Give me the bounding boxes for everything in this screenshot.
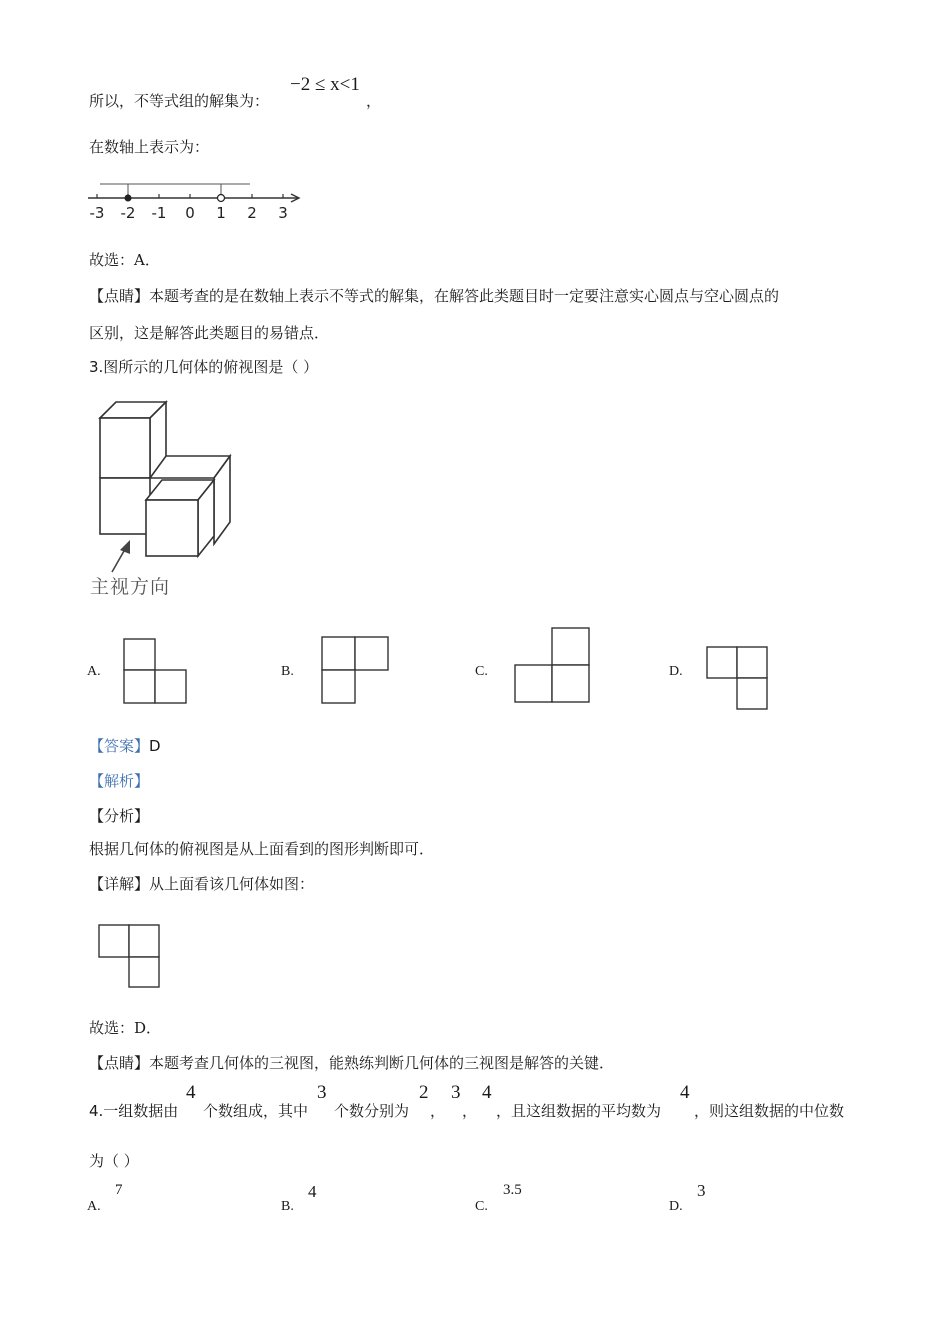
question-3-title: 3.图所示的几何体的俯视图是（ ） (89, 358, 319, 376)
tick-label: -1 (151, 204, 167, 222)
option-c-label[interactable]: C. (475, 664, 488, 679)
q4-option-d-value[interactable]: 3 (697, 1181, 706, 1200)
q4-option-a-label[interactable]: A. (87, 1199, 101, 1214)
solution-set-label: 所以，不等式组的解集为： (89, 92, 270, 110)
option-d-figure[interactable] (707, 647, 777, 717)
answer-value: D (149, 737, 161, 755)
q4-option-b-label[interactable]: B. (281, 1199, 294, 1214)
question-4-text: ，且这组数据的平均数为 (496, 1102, 662, 1120)
tick-label: 2 (247, 204, 257, 222)
solution-set-comma: ， (366, 92, 382, 110)
conclusion-2: 故选：D． (89, 1019, 162, 1037)
detail-text: 【详解】从上面看该几何体如图： (89, 875, 315, 893)
answer-tag: 【答案】 (89, 737, 150, 755)
tick-label: -3 (89, 204, 105, 222)
question-4-text: ，则这组数据的中位数 (694, 1102, 845, 1120)
solution-set-math: −2 ≤ x<1 (290, 74, 360, 95)
answer-line (89, 735, 161, 756)
question-4-text: 4.一组数据由 (89, 1102, 179, 1120)
tick-label: 1 (216, 204, 226, 222)
number-line-intro: 在数轴上表示为： (89, 138, 210, 156)
solid-figure (90, 396, 250, 596)
q4-option-c-label[interactable]: C. (475, 1199, 488, 1214)
remark-1-line-a: 【点睛】本题考查的是在数轴上表示不等式的解集，在解答此类题目时一定要注意实心圆点与空心圆点的 (89, 287, 780, 305)
question-4-text: 个数分别为 (334, 1102, 410, 1120)
option-b-label[interactable]: B. (281, 664, 294, 679)
top-view-figure (99, 925, 169, 995)
option-a-figure[interactable] (124, 639, 194, 709)
question-4-text: 个数组成，其中 (203, 1102, 309, 1120)
q4-mean: 4 (680, 1082, 690, 1103)
q4-value-2: 3 (451, 1082, 461, 1103)
remark-1-line-b: 区别，这是解答此类题目的易错点． (89, 324, 330, 342)
q4-count-known: 3 (317, 1082, 327, 1103)
analysis-tag: 【解析】 (89, 772, 150, 790)
option-b-figure[interactable] (322, 637, 392, 707)
question-4-text: 为（ ） (89, 1152, 139, 1170)
q4-option-a-value[interactable]: 7 (115, 1182, 123, 1198)
q4-comma: ， (462, 1102, 478, 1120)
open-point (218, 195, 225, 202)
option-a-label[interactable]: A. (87, 664, 101, 679)
q4-option-b-value[interactable]: 4 (308, 1182, 317, 1201)
solid-point (125, 195, 132, 202)
tick-label: -2 (120, 204, 136, 222)
q4-value-1: 2 (419, 1082, 429, 1103)
conclusion-1: 故选：A． (89, 251, 160, 269)
q4-comma: ， (430, 1102, 446, 1120)
fenxi-tag: 【分析】 (89, 807, 150, 825)
option-c-figure[interactable] (515, 628, 595, 708)
option-d-label[interactable]: D. (669, 664, 683, 679)
remark-2: 【点睛】本题考查几何体的三视图，能熟练判断几何体的三视图是解答的关键． (89, 1054, 615, 1072)
q4-option-d-label[interactable]: D. (669, 1199, 683, 1214)
tick-label: 3 (278, 204, 288, 222)
q4-option-c-value[interactable]: 3.5 (503, 1182, 522, 1198)
q4-count-total: 4 (186, 1082, 196, 1103)
number-line-figure (88, 178, 308, 223)
view-direction-label: 主视方向 (90, 576, 171, 598)
fenxi-text: 根据几何体的俯视图是从上面看到的图形判断即可． (89, 840, 435, 858)
tick-label: 0 (185, 204, 195, 222)
q4-value-3: 4 (482, 1082, 492, 1103)
